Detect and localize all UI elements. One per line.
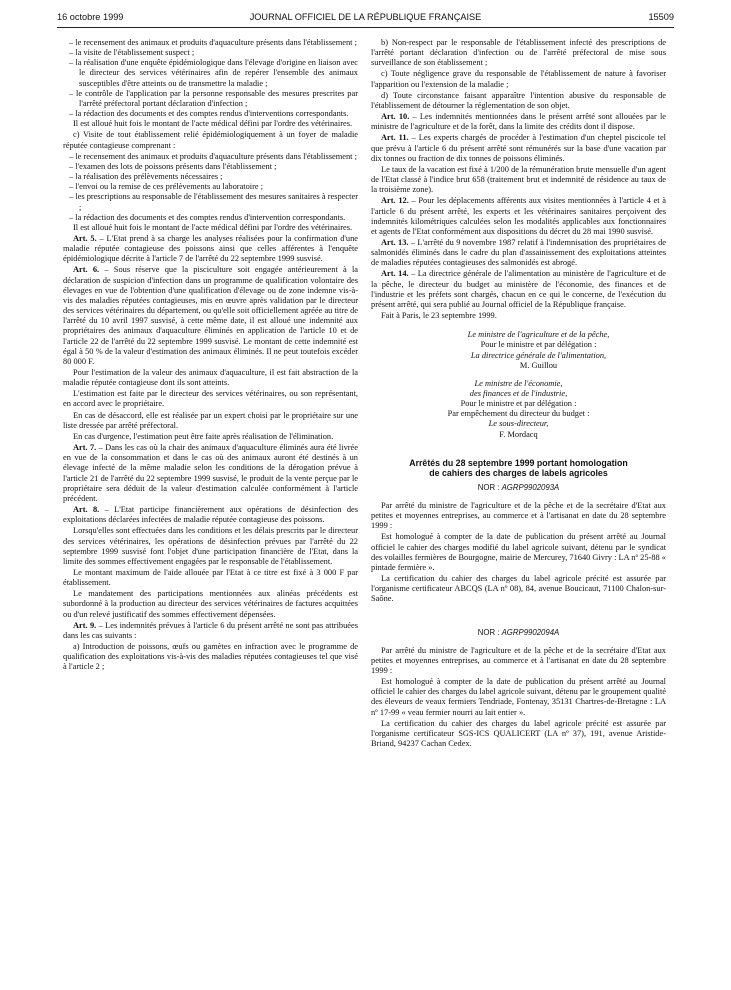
list-item: – la rédaction des documents et des comptes rendus d'intervention correspondants. (69, 212, 346, 222)
signature-2-line-5: Le sous-directeur, (488, 419, 549, 429)
paragraph: Est homologué à compter de la date de publication du présent arrêté au Journal officiel le cahier des charges modifié du label agricole suivant, détenu par le syndicat des volailles fermières de Bourgogne, mairie de Mercurey, 71640 Givry : LA nº 25-88 « pintade fermière ». (371, 532, 666, 572)
article-paragraph (371, 238, 666, 268)
signature-2-name: F. Mordacq (499, 429, 538, 439)
page-header (57, 6, 674, 26)
nor-reference-2 (371, 628, 666, 638)
signature-2-line-2: des finances et de l'industrie, (469, 389, 568, 398)
article-paragraph (371, 133, 666, 163)
paragraph: b) Non-respect par le responsable de l'établissement infecté des prescriptions de l'arrêté portant déclaration d'infection ou de l'arrêté préfectoral de mise sous surveillance de son établissement ; (371, 38, 666, 68)
article-paragraph (63, 621, 358, 641)
nor-code: AGRP9902094A (501, 627, 560, 637)
signature-1-line-3: La directrice générale de l'alimentation, (470, 350, 607, 360)
paragraph: Le taux de la vacation est fixé à 1/200 de la rémunération brute mensuelle d'un agent de l'Etat classé à l'indice brut 658 (traitement brut et indemnité de résidence au taux de la troisième zone). (371, 164, 666, 195)
list-item: – la visite de l'établissement suspect ; (69, 48, 195, 58)
article-text: – L'Etat participe financièrement aux opérations de désinfection des exploitations déclarées infectées de maladie réputée contagieuse des poissons. (63, 505, 358, 525)
article-text: – Les experts chargés de procéder à l'estimation d'un cheptel piscicole tel que prévu à l'article 6 du présent arrêté sont rémunérés sur la base d'une vacation par dix tonnes ou fraction de dix tonnes de poissons éliminés. (371, 133, 667, 163)
paragraph: Par arrêté du ministre de l'agriculture et de la pêche et de la secrétaire d'Etat aux petites et moyennes entreprises, au commerce et à l'artisanat en date du 28 septembre 1999 : (371, 500, 666, 531)
paragraph: Le mandatement des participations mentionnées aux alinéas précédents est subordonné à la production au directeur des services vétérinaires de factures acquittées ou d'un relevé justificatif des sommes effectivement dépensées. (63, 589, 358, 619)
decree-block-1 (371, 501, 666, 605)
paragraph: c) Visite de tout établissement relié épidémiologiquement à un foyer de maladie réputée contagieuse comprenant : (63, 130, 358, 150)
signature-2-line-1: Le ministre de l'économie, (474, 378, 563, 388)
section-title-line-2: de cahiers des charges de labels agricoles (429, 468, 608, 479)
right-paragraphs (371, 38, 666, 321)
nor-label: NOR : (477, 482, 500, 492)
article-heading: Art. 7. (73, 443, 97, 453)
signature-1-line-1: Le ministre de l'agriculture et de la pêche, (467, 330, 610, 340)
article-heading: Art. 9. (73, 620, 97, 630)
article-heading: Art. 6. (73, 265, 100, 275)
article-paragraph (63, 443, 358, 504)
signature-1-name: M. Guillou (519, 360, 558, 370)
list-item: – l'envoi ou la remise de ces prélèvements au laboratoire ; (69, 182, 264, 192)
list-item: – le contrôle de l'application par la personne responsable des mesures prescrites par l'arrêté préfectoral portant déclaration d'infection ; (69, 88, 358, 108)
list-item: – la rédaction des documents et des comptes rendus d'interventions correspondants. (69, 109, 349, 119)
section-title-line-1: Arrêtés du 28 septembre 1999 portant homologation (409, 457, 628, 468)
article-heading: Art. 8. (73, 505, 100, 515)
header-rule (57, 27, 674, 28)
list-item: – la réalisation d'une enquête épidémiologique dans l'élevage d'origine en liaison avec le directeur des services vétérinaires afin de repérer l'ensemble des animaux susceptibles d'être atteints ou de transmettre la maladie ; (69, 58, 358, 88)
article-heading: Art. 5. (73, 233, 97, 243)
paragraph: Fait à Paris, le 23 septembre 1999. (381, 311, 497, 321)
article-paragraph (371, 196, 666, 237)
list-item: – le recensement des animaux et produits d'aquaculture présents dans l'établissement ; (69, 38, 357, 47)
article-paragraph (63, 505, 358, 525)
paragraph: a) Introduction de poissons, œufs ou gamètes en infraction avec le programme de qualification des exploitations vis-à-vis des maladies réputées contagieuses tel que visé à l'article 2 ; (63, 642, 358, 672)
article-paragraph (371, 269, 666, 310)
header-page-number: 15509 (648, 12, 674, 22)
list-item: – le recensement des animaux et produits d'aquaculture présents dans l'établissement ; (69, 151, 357, 161)
list-item: – la réalisation des prélèvements nécessaires ; (69, 172, 223, 182)
article-text: – L'Etat prend à sa charge les analyses réalisées pour la confirmation d'une maladie réputée contagieuse des poissons ainsi que celles afférentes à l'enquête épidémiologique décrite à l'article 7 de l'arrêté du 22 septembre 1999 susvisé. (63, 233, 358, 264)
paragraph: Est homologué à compter de la date de publication du présent arrêté au Journal officiel le cahier des charges du label agricole suivant, détenu par le groupement qualité des éleveurs de veaux fermiers Tendriade, Fontenay, 35131 Chartres-de-Bretagne : LA nº 17-99 « veau fermier nourri au lait entier ». (371, 677, 666, 717)
header-journal-title: JOURNAL OFFICIEL DE LA RÉPUBLIQUE FRANÇAISE (249, 12, 482, 22)
article-text: – Sous réserve que la pisciculture soit engagée antérieurement à la déclaration de suspicion d'infection dans un programme de qualification volontaire des élevages en vue de l'obtention d'une qualification d'élevage ou de zone indemne vis-à-vis des maladies réputées contagieuses, mis en œuvre après validation par le directeur des services vétérinaires du département, ou qu'elle soit officiellement agréée au titre de l'arrêté du 10 avril 1997 susvisé, à cette même date, il est alloué une indemnité aux propriétaires des animaux d'aquaculture éliminés en application de l'article 10 et de l'article 22 de l'arrêté du 22 septembre 1999 susvisé. Le montant de cette indemnité est égal à 50 % de la valeur d'estimation des animaux éliminés. Il ne peut toutefois excéder 80 000 F. (63, 265, 358, 366)
paragraph: La certification du cahier des charges du label agricole précité est assurée par l'organisme certificateur ABCQS (LA nº 08), 84, avenue Boucicaut, 71100 Chalon-sur-Saône. (371, 574, 666, 604)
header-date: 16 octobre 1999 (57, 12, 124, 22)
article-text: – L'arrêté du 9 novembre 1987 relatif à l'indemnisation des propriétaires de salmonidés éliminés dans le cadre du plan d'assainissement des exploitations atteintes de maladies réputées contagieuses des salmonidés est abrogé. (371, 237, 666, 268)
article-heading: Art. 11. (381, 133, 409, 143)
article-heading: Art. 14. (381, 269, 409, 279)
signature-1-line-2: Pour le ministre et par délégation : (480, 340, 597, 350)
article-text: – Les indemnités mentionnées dans le présent arrêté sont allouées par le ministre de l'agriculture et de la forêt, dans la limite des crédits dont il dispose. (371, 112, 666, 132)
article-heading: Art. 12. (381, 196, 409, 206)
article-text: – Dans les cas où la chair des animaux d'aquaculture éliminés aura été livrée en vue de la consommation et dans le cas où des animaux auront été destinés à un élevage infecté de la même maladie selon les conditions de la dérogation prévue à l'article 21 de l'arrêté du 22 septembre 1999 susvisé, le produit de la vente perçue par le propriétaire sera déduit de la valeur d'estimation calculée conformément à l'article précédent. (63, 443, 358, 503)
right-column (371, 38, 666, 750)
paragraph: Pour l'estimation de la valeur des animaux d'aquaculture, il est fait abstraction de la maladie réputée contagieuse dont ils sont atteints. (63, 368, 358, 388)
left-column (63, 38, 358, 674)
nor-label: NOR : (477, 627, 500, 637)
paragraph: En cas d'urgence, l'estimation peut être faite après réalisation de l'élimination. (73, 431, 334, 441)
signature-2-line-4: Par empêchement du directeur du budget : (447, 409, 590, 419)
paragraph: d) Toute circonstance faisant apparaître l'intention abusive du responsable de l'établissement de détourner la réglementation de son objet. (371, 90, 666, 110)
article-paragraph (63, 234, 358, 264)
list-item: – les prescriptions au responsable de l'établissement des mesures sanitaires à respecter ; (69, 192, 358, 212)
paragraph: c) Toute négligence grave du responsable de l'établissement de nature à favoriser l'apparition ou l'extension de la maladie ; (371, 69, 666, 89)
paragraph: Lorsqu'elles sont effectuées dans les conditions et les délais prescrits par le directeur des services vétérinaires, les opérations de désinfection prévues par l'arrêté du 22 septembre 1999 susvisé font l'objet d'une participation financière de l'Etat, dans la limite des sommes effectivement engagées par le responsable de l'établissement. (63, 526, 358, 566)
article-text: – La directrice générale de l'alimentation au ministère de l'agriculture et de la pêche, le directeur du budget au ministère de l'économie, des finances et de l'industrie et les préfets sont chargés, chacun en ce qui le concerne, de l'exécution du présent arrêté, qui sera publié au Journal officiel de la République française. (371, 269, 666, 309)
paragraph: Par arrêté du ministre de l'agriculture et de la pêche et de la secrétaire d'Etat aux petites et moyennes entreprises, au commerce et à l'artisanat en date du 28 septembre 1999 : (371, 645, 666, 675)
signature-2-line-3: Pour le ministre et par délégation : (460, 399, 577, 409)
decree-block-2 (371, 646, 666, 750)
article-paragraph (63, 265, 358, 367)
paragraph: L'estimation est faite par le directeur des services vétérinaires, ou son représentant, en accord avec le propriétaire. (63, 389, 358, 409)
paragraph: La certification du cahier des charges du label agricole précité est assurée par l'organisme certificateur SGS-ICS QUALICERT (LA nº 37), 191, avenue Aristide-Briand, 94237 Cachan Cedex. (371, 718, 666, 749)
article-heading: Art. 10. (381, 112, 410, 122)
article-text: – Les indemnités prévues à l'article 6 du présent arrêté ne sont pas attribuées dans les cas suivants : (63, 620, 358, 640)
nor-code: AGRP9902093A (501, 482, 560, 492)
article-heading: Art. 13. (381, 237, 409, 247)
paragraph: En cas de désaccord, elle est réalisée par un expert choisi par le propriétaire sur une liste dressée par arrêté préfectoral. (63, 410, 358, 430)
paragraph: Il est alloué huit fois le montant de l'acte médical défini par l'ordre des vétérinaires. (73, 222, 353, 232)
list-item: – l'examen des lots de poissons présents dans l'établissement ; (69, 161, 277, 171)
article-text: – Pour les déplacements afférents aux visites mentionnées à l'article 4 et à l'article 6 du présent arrêté, les experts et les vétérinaires sanitaires perçoivent des indemnités kilométriques calculées selon les modalités applicables aux fonctionnaires et agents de l'Etat conformément aux dispositions du décret du 28 mai 1990 susvisé. (371, 196, 666, 236)
paragraph: Le montant maximum de l'aide allouée par l'Etat à ce titre est fixé à 3 000 F par établissement. (63, 567, 358, 588)
paragraph: Il est alloué huit fois le montant de l'acte médical défini par l'ordre des vétérinaires. (73, 119, 353, 129)
article-paragraph (371, 112, 666, 132)
nor-reference-1 (371, 483, 666, 493)
